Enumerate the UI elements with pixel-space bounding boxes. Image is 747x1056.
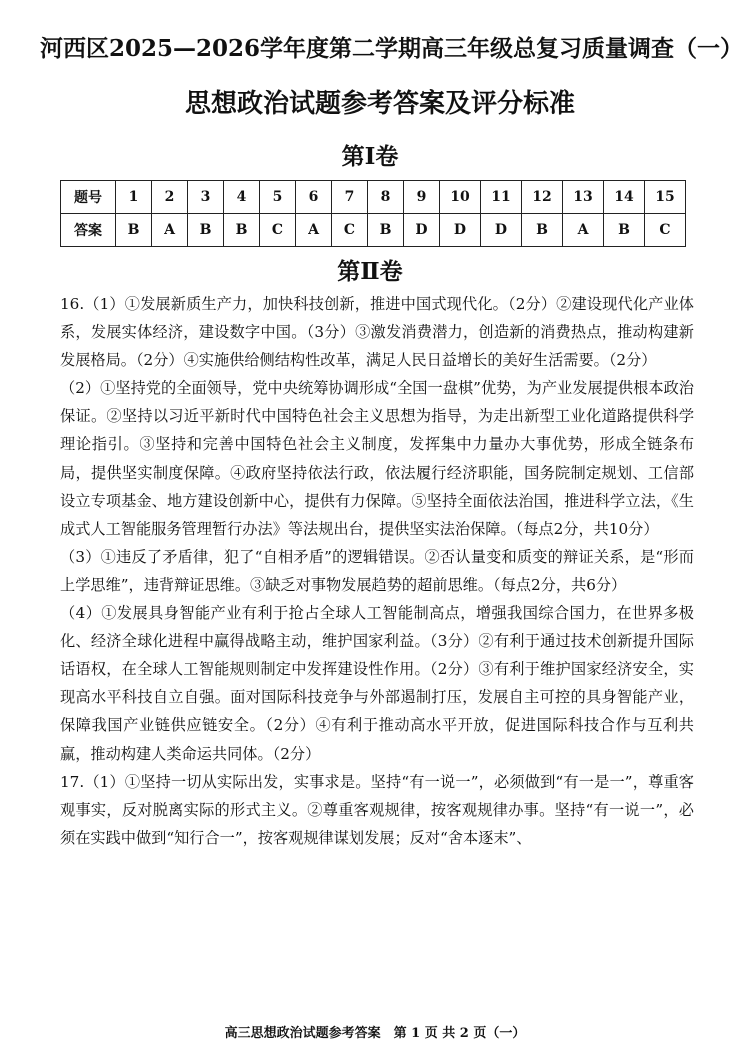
answer-cell: B [604, 214, 645, 247]
question-number: 7 [332, 181, 368, 214]
question-number: 6 [296, 181, 332, 214]
question-number: 5 [260, 181, 296, 214]
document-subtitle: 思想政治试题参考答案及评分标准 [184, 89, 575, 119]
part2-heading: 第Ⅱ卷 [337, 258, 403, 285]
answer-cell: D [481, 214, 522, 247]
answer-cell: C [332, 214, 368, 247]
answer-cell: D [440, 214, 481, 247]
answer-row [61, 214, 686, 247]
answer-paragraph-16-4: （4）①发展具身智能产业有利于抢占全球人工智能制高点，增强我国综合国力，在世界多极化、经济全球化进程中赢得战略主动，维护国家利益。（3分）②有利于通过技术创新提升国际话语权，在全球人工智能规则制定中发挥建设性作用。（2分）③有利于维护国家经济安全，实现高水平科技自立自强。面对国际科技竞争与外部遏制打压，发展自主可控的具身智能产业，保障我国产业链供应链安全。（2分）④有利于推动高水平开放，促进国际科技合作与互利共赢，推动构建人类命运共同体。（2分） [60, 604, 694, 763]
answer-cell: A [563, 214, 604, 247]
question-number: 11 [481, 181, 522, 214]
question-number-row [61, 181, 686, 214]
answer-paragraph-16-3: （3）①违反了矛盾律，犯了“自相矛盾”的逻辑错误。②否认量变和质变的辩证关系，是“形而上学思维”，违背辩证思维。③缺乏对事物发展趋势的超前思维。（每点2分，共6分） [60, 547, 694, 594]
question-number: 9 [404, 181, 440, 214]
page-footer: 高三思想政治试题参考答案 第 1 页 共 2 页（一） [224, 1026, 526, 1041]
answer-cell: A [296, 214, 332, 247]
answer-cell: B [188, 214, 224, 247]
answer-cell: B [224, 214, 260, 247]
question-number: 14 [604, 181, 645, 214]
question-number: 4 [224, 181, 260, 214]
question-number: 10 [440, 181, 481, 214]
question-number: 15 [645, 181, 686, 214]
answer-paragraph-16-1: 16.（1）①发展新质生产力，加快科技创新，推进中国式现代化。（2分）②建设现代化产业体系，发展实体经济，建设数字中国。（3分）③激发消费潜力，创造新的消费热点，推动构建新发展格局。（2分）④实施供给侧结构性改革，满足人民日益增长的美好生活需要。（2分） [60, 295, 694, 370]
question-number: 3 [188, 181, 224, 214]
answer-cell: A [152, 214, 188, 247]
document-title: 河西区2025—2026学年度第二学期高三年级总复习质量调查（一） [40, 35, 744, 62]
answer-cell: C [260, 214, 296, 247]
question-number: 12 [522, 181, 563, 214]
answer-table [60, 180, 686, 247]
question-number: 1 [116, 181, 152, 214]
answer-body [60, 290, 694, 852]
answer-cell: B [368, 214, 404, 247]
answer-cell: B [522, 214, 563, 247]
question-number: 13 [563, 181, 604, 214]
part1-heading: 第Ⅰ卷 [341, 143, 399, 170]
answer-paragraph-16-2: （2）①坚持党的全面领导，党中央统筹协调形成“全国一盘棋”优势，为产业发展提供根本政治保证。②坚持以习近平新时代中国特色社会主义思想为指导，为走出新型工业化道路提供科学理论指引。③坚持和完善中国特色社会主义制度，发挥集中力量办大事优势，形成全链条布局，提供坚实制度保障。④政府坚持依法行政，依法履行经济职能，国务院制定规划、工信部设立专项基金、地方建设创新中心，提供有力保障。⑤坚持全面依法治国，推进科学立法，《生成式人工智能服务管理暂行办法》等法规出台，提供坚实法治保障。（每点2分，共10分） [60, 379, 694, 538]
question-number: 8 [368, 181, 404, 214]
row-label-question: 题号 [61, 181, 116, 214]
answer-cell: B [116, 214, 152, 247]
row-label-answer: 答案 [61, 214, 116, 247]
answer-cell: D [404, 214, 440, 247]
answer-paragraph-17-1: 17.（1）①坚持一切从实际出发，实事求是。坚持“有一说一”，必须做到“有一是一”，尊重客观事实，反对脱离实际的形式主义。②尊重客观规律，按客观规律办事。坚持“有一说一”，必须在实践中做到“知行合一”，按客观规律谋划发展；反对“舍本逐末”、 [60, 772, 694, 847]
answer-cell: C [645, 214, 686, 247]
question-number: 2 [152, 181, 188, 214]
